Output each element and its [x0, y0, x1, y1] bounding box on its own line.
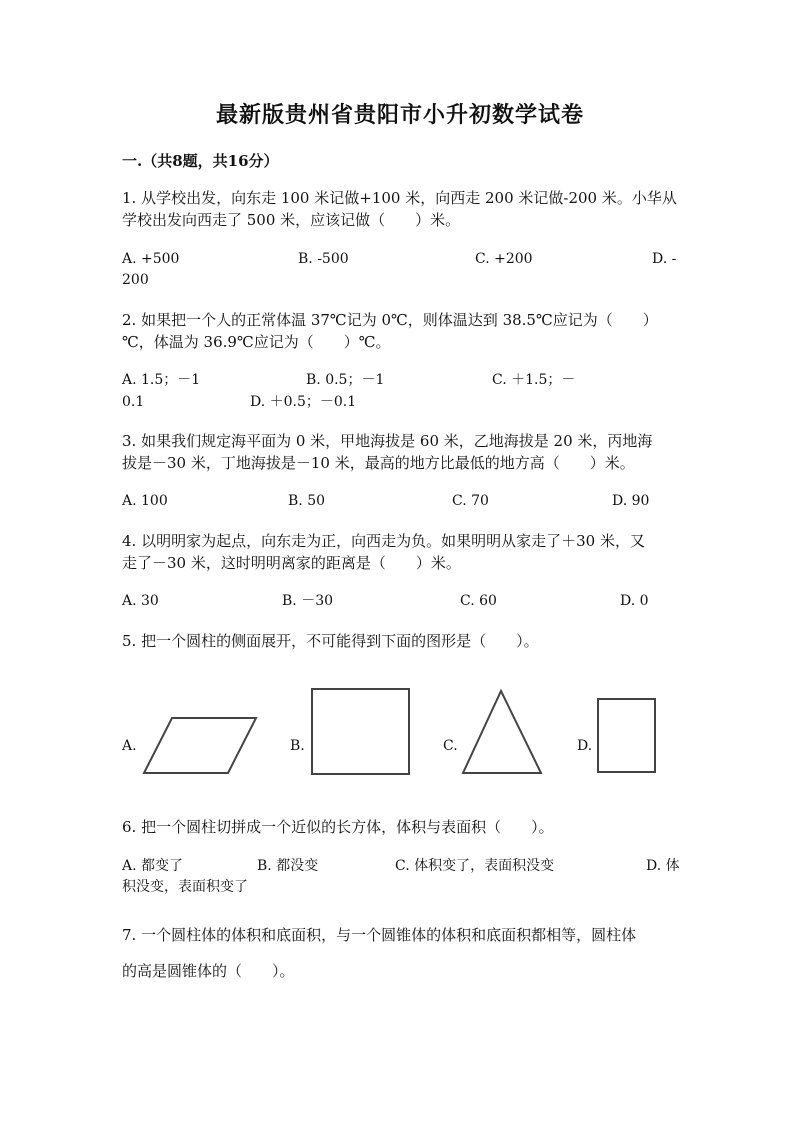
rectangle-shape: [597, 698, 657, 774]
option-b[interactable]: B. 50: [288, 493, 326, 509]
option-c[interactable]: C. ＋1.5；－: [492, 372, 576, 388]
page-title: 最新版贵州省贵阳市小升初数学试卷: [215, 102, 584, 128]
option-c-continued: 0.1: [122, 394, 145, 410]
option-b[interactable]: B. －30: [282, 593, 334, 609]
question-1: [122, 187, 682, 231]
option-d[interactable]: D. ＋0.5；－0.1: [250, 394, 357, 410]
option-c[interactable]: C. 体积变了，表面积没变: [395, 858, 555, 874]
triangle-shape: [461, 689, 543, 775]
question-text: 5. 把一个圆柱的侧面展开，不可能得到下面的图形是（ ）。: [122, 632, 539, 650]
option-b[interactable]: B. -500: [298, 251, 349, 267]
parallelogram-shape: [142, 716, 258, 776]
question-text: ℃，体温为 36.9℃应记为（ ）℃。: [122, 333, 391, 351]
option-b[interactable]: B. 0.5；－1: [306, 372, 385, 388]
option-a[interactable]: A. +500: [122, 251, 180, 267]
option-d[interactable]: D.: [577, 738, 593, 754]
question-6: [122, 816, 682, 838]
question-text: 7. 一个圆柱体的体积和底面积，与一个圆锥体的体积和底面积都相等，圆柱体: [122, 926, 637, 944]
section-heading: 一.（共8题，共16分）: [122, 152, 279, 170]
option-a[interactable]: A.: [122, 738, 137, 754]
question-7: [122, 917, 682, 989]
question-text: 学校出发向西走了 500 米，应该记做（ ）米。: [122, 211, 461, 229]
option-d-continued: 200: [122, 272, 149, 288]
option-d[interactable]: D. 体: [646, 858, 680, 874]
question-text: 4. 以明明家为起点，向东走为正，向西走为负。如果明明从家走了＋30 米，又: [122, 532, 645, 550]
question-text: 的高是圆锥体的（ ）。: [122, 962, 295, 980]
square-shape: [311, 688, 411, 776]
option-a[interactable]: A. 30: [122, 593, 159, 609]
option-c[interactable]: C.: [443, 738, 458, 754]
question-text: 1. 从学校出发，向东走 100 米记做+100 米，向西走 200 米记做-200 米。小华从: [122, 189, 677, 207]
question-text: 拔是－30 米，丁地海拔是－10 米，最高的地方比最低的地方高（ ）米。: [122, 454, 635, 472]
option-a[interactable]: A. 都变了: [122, 858, 184, 874]
option-d[interactable]: D. 90: [612, 493, 650, 509]
question-text: 走了－30 米，这时明明离家的距离是（ ）米。: [122, 554, 461, 572]
option-a[interactable]: A. 100: [122, 493, 168, 509]
option-b[interactable]: B.: [290, 738, 305, 754]
option-d[interactable]: D. 0: [620, 593, 649, 609]
option-c[interactable]: C. 70: [452, 493, 489, 509]
option-d[interactable]: D. -: [652, 251, 677, 267]
question-3: [122, 430, 682, 474]
option-c[interactable]: C. 60: [460, 593, 497, 609]
option-c[interactable]: C. +200: [475, 251, 533, 267]
option-b[interactable]: B. 都没变: [257, 858, 319, 874]
question-text: 6. 把一个圆柱切拼成一个近似的长方体，体积与表面积（ ）。: [122, 818, 554, 836]
question-4: [122, 530, 682, 574]
option-a[interactable]: A. 1.5；－1: [122, 372, 201, 388]
option-d-continued: 积没变，表面积变了: [122, 879, 248, 895]
question-5: [122, 630, 682, 652]
question-text: 3. 如果我们规定海平面为 0 米，甲地海拔是 60 米，乙地海拔是 20 米，丙地海: [122, 432, 653, 450]
question-text: 2. 如果把一个人的正常体温 37℃记为 0℃，则体温达到 38.5℃应记为（ ）: [122, 311, 658, 329]
question-2: [122, 309, 682, 353]
